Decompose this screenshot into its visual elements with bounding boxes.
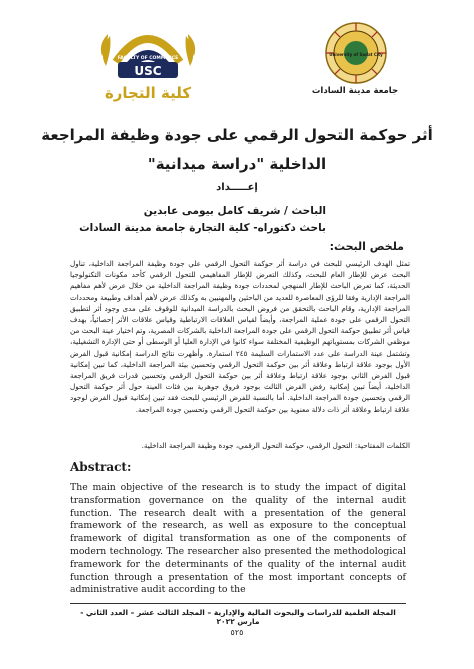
seal-ring-text: University of Sadat City (329, 52, 383, 57)
footer-divider (70, 603, 406, 604)
author-name: الباحث / شريف كامل بيومى عابدين (143, 205, 326, 217)
page-number: ٥٢٥ (230, 628, 244, 637)
paper-title-line2: الداخلية "دراسة ميدانية" (147, 155, 327, 173)
logo-usc-text: USC (134, 64, 162, 78)
university-name-caption: جامعة مدينة السادات (311, 86, 399, 96)
english-abstract-body: The main objective of the research is to study the impact of digital transformation governance on the quality of the internal audit function. The research dealt with a presentation of the general framework of the research, as well as exposure to the conceptual framework of digital transformation as one of the components of modern technology. The researcher also presented the methodological framework for the determinants of the quality of the internal audit function through a presentation of the most important concepts of administrative audit according to the (70, 482, 406, 596)
arabic-keywords: الكلمات المفتاحية: التحول الرقمي، حوكمة التحول الرقمي، جودة وظيفة المراجعة الداخلية. (141, 441, 410, 450)
journal-footer: المجلة العلمية للدراسات والبحوث المالية والإدارية – المجلد الثالث عشر – العدد الثاني - مارس ٢٠٢٢ (80, 608, 396, 626)
logo-arabic-text: كلية التجارة (104, 84, 192, 102)
logo-faculty-text: FACULTY OF COMMERCE (117, 56, 179, 61)
university-seal-logo (325, 22, 387, 84)
english-abstract-heading: Abstract: (70, 460, 132, 474)
prepared-by-label: إعـــــداد (216, 182, 258, 193)
arabic-abstract-body: تمثل الهدف الرئيسي للبحث في دراسة أثر حوكمة التحول الرقمي علي جودة وظيفة المراجعة الداخلية، تناول البحث عرض للإطار العام للبحث، وكذلك التعرض للإطار المفاهيمي للتحول الرقمي كأحد مكونات التكنولوجيا الحديثة، كما تعرض الباحث للإطار المنهجي لمحددات جودة وظيفة المراجعة الداخلية من خلال عرض لأهم مفاهيم المراجعة الإدارية وفقا للرؤى المعاصرة للعديد من الباحثين والمهنيين به وكذلك عرض لأهم أهداف وطبيعة ومحددات المراجعة الإدارية، وقام الباحث بالتحقق من فروض البحث بالدراسة الميدانية للوقوف على مدى وجود أثر لتطبيق التحول الرقمي على جودة عملية المراجعة، وأيضاً لقياس العلاقات الارتباطية وقياس علاقات الأثر إحصائياً، بهدف قياس أثر تطبيق حوكمة التحول الرقمي على جودة المراجعة الداخلية بالشركات المصرية، وتم اختيار عينة البحث من موظفي الشركات بمستوياتهم الوظيفية المختلفة سواء كانوا في الإدارة العليا أو الوسطى أو حتى الإدارة التشغيلية، وتشتمل عينة الدراسة على عدد الاستمارات السليمة ٢٤٥ استمارة. وأظهرت نتائج الدراسة إمكانية قبول الفرض الأول بوجود علاقة ارتباط وعلاقة أثر بين حوكمة التحول الرقمي وتحسين بيئة المراجعة الداخلية، كما تبين إمكانية قبول الفرض الثاني بوجود علاقة ارتباط وعلاقة أثر بين حوكمة التحول الرقمي وتحسين قدرات فريق المراجعة الداخلية، أيضاً تبين إمكانية رفض الفرض الثالث بوجود فروق جوهرية بين فئات العينة حول أثر حوكمة التحول الرقمي وتحسين جودة المراجعة الداخلية. أما بالنسبة للفرض الرئيسي للبحث فقد تبين إمكانية قبول الفرض لوجود علاقة ارتباط وعلاقة أثر ذات دلالة معنوية بين حوكمة التحول الرقمي وتحسين جودة المراجعة. (70, 259, 410, 414)
paper-title-line1: أثر حوكمة التحول الرقمي على جودة وظيفة المراجعة (41, 126, 433, 144)
author-affiliation: باحث دكتوراه- كلية التجارة جامعة مدينة السادات (79, 222, 326, 234)
arabic-abstract-heading: ملخص البحث: (329, 240, 404, 253)
faculty-of-commerce-logo (96, 22, 200, 108)
